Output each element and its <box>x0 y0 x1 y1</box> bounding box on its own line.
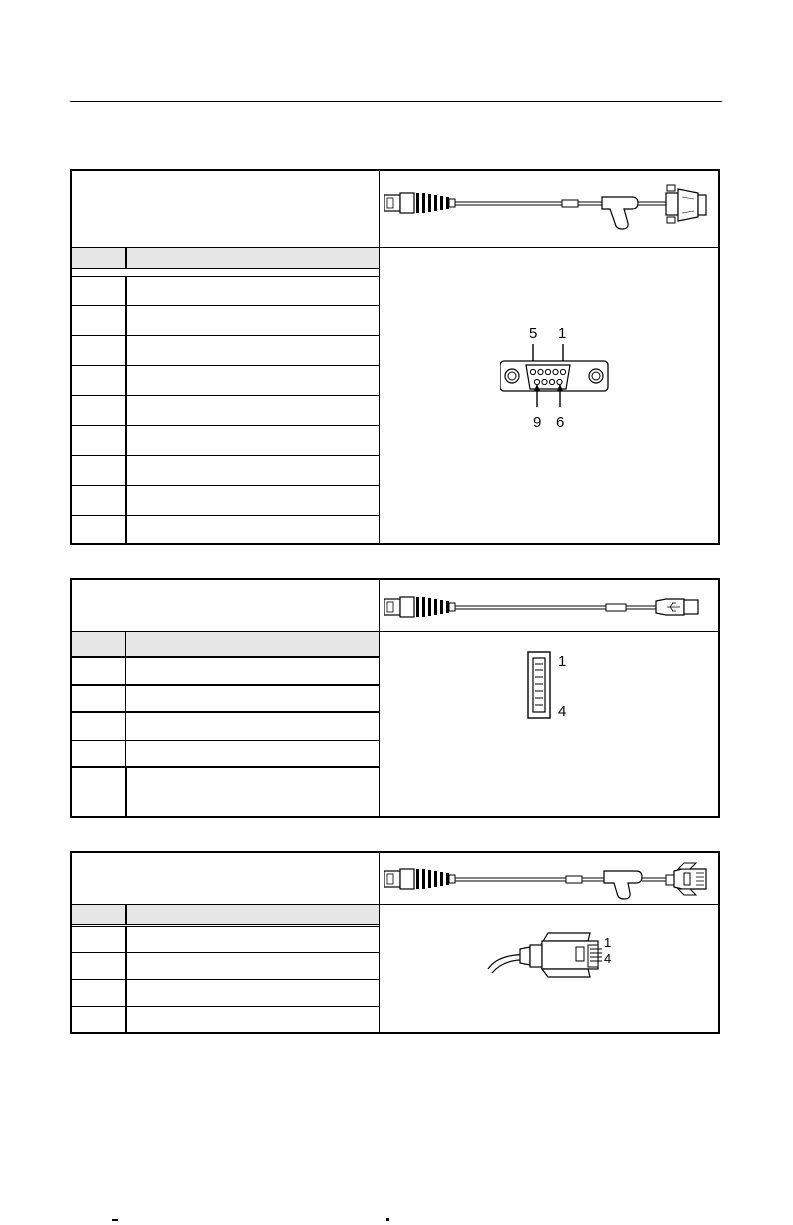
pin-label-4: 4 <box>604 951 612 966</box>
column-divider <box>379 171 380 543</box>
usb-cable-icon <box>384 591 714 625</box>
table-header <box>72 632 379 658</box>
table-row <box>72 927 379 953</box>
column-divider <box>379 853 380 1032</box>
table-row <box>72 306 379 336</box>
rj-cable-icon <box>384 859 714 901</box>
row-top-line <box>72 276 379 277</box>
table-row <box>72 686 379 713</box>
pinout-table <box>72 248 379 545</box>
header-rule <box>70 101 722 102</box>
table-row <box>72 426 379 456</box>
table-row <box>72 713 379 741</box>
pin-label-5: 5 <box>529 325 538 342</box>
pin-label-9: 9 <box>533 414 542 431</box>
table-row <box>72 1007 379 1034</box>
table-header <box>72 248 379 269</box>
column-separator <box>125 905 127 924</box>
page-mark <box>386 1218 389 1221</box>
pin-label-1: 1 <box>558 653 567 670</box>
table-row <box>72 516 379 545</box>
pinout-table <box>72 632 379 818</box>
rj-cable-table <box>70 851 720 1034</box>
pinout-table <box>72 905 379 1034</box>
table-row <box>72 396 379 426</box>
rj-plug-icon <box>486 927 626 987</box>
pin-label-4: 4 <box>558 703 567 720</box>
table-row <box>72 456 379 486</box>
table-row <box>72 277 379 306</box>
table-header <box>72 905 379 925</box>
usb-a-connector-icon <box>526 650 606 724</box>
pin-label-6: 6 <box>556 414 565 431</box>
table-row <box>72 768 379 818</box>
table-row <box>72 336 379 366</box>
table-row <box>72 741 379 768</box>
column-separator <box>125 248 127 268</box>
page-mark <box>112 1219 118 1221</box>
table-row <box>72 980 379 1007</box>
db9-connector-icon <box>500 321 620 431</box>
serial-cable-table <box>70 169 720 545</box>
usb-cable-table <box>70 578 720 818</box>
table-row <box>72 953 379 980</box>
pin-label-1: 1 <box>558 325 567 342</box>
pin-label-1: 1 <box>604 935 612 950</box>
table-row <box>72 658 379 686</box>
column-divider <box>379 580 380 816</box>
table-row <box>72 486 379 516</box>
table-row <box>72 366 379 396</box>
db9-cable-icon <box>384 183 714 237</box>
column-separator <box>125 632 126 656</box>
